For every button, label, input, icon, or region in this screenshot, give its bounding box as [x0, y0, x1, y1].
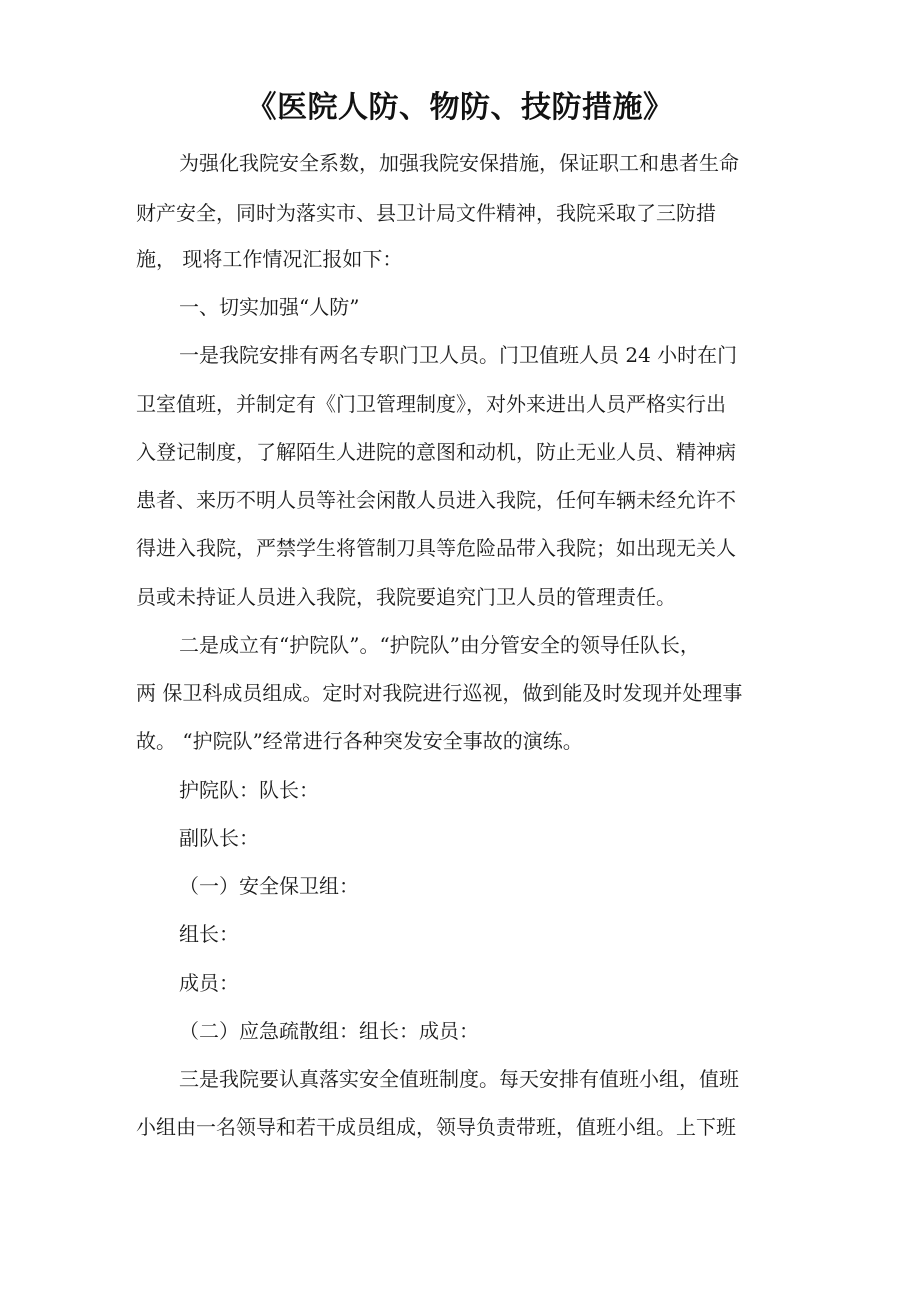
paragraph-line: 财产安全，同时为落实市、县卫计局文件精神，我院采取了三防措 [136, 201, 716, 225]
paragraph-line: 二是成立有“护院队”。“护院队”由分管安全的领导任队长， [179, 633, 700, 657]
list-item: （一）安全保卫组： [179, 874, 359, 898]
paragraph-line: 三是我院要认真落实安全值班制度。每天安排有值班小组，值班 [179, 1067, 739, 1091]
paragraph-line: 故。 “护院队”经常进行各种突发安全事故的演练。 [136, 729, 583, 753]
list-item: （二）应急疏散组：组长：成员： [179, 1019, 479, 1043]
paragraph-line: 两 保卫科成员组成。定时对我院进行巡视，做到能及时发现并处理事 [136, 681, 743, 705]
list-item: 副队长： [179, 826, 259, 850]
paragraph-line: 入登记制度，了解陌生人进院的意图和动机，防止无业人员、精神病 [136, 440, 736, 464]
paragraph-line: 患者、来历不明人员等社会闲散人员进入我院，任何车辆未经允许不 [136, 488, 736, 512]
section-heading: 一、切实加强“人防” [179, 295, 360, 319]
paragraph-line: 一是我院安排有两名专职门卫人员。门卫值班人员 24 小时在门 [179, 343, 738, 367]
paragraph-line: 卫室值班，并制定有《门卫管理制度》，对外来进出人员严格实行出 [136, 392, 726, 416]
paragraph-line: 施， 现将工作情况汇报如下： [136, 247, 403, 271]
list-item: 组长： [179, 922, 239, 946]
paragraph-line: 为强化我院安全系数，加强我院安保措施，保证职工和患者生命 [179, 151, 739, 175]
list-item: 成员： [179, 971, 239, 995]
document-title: 《医院人防、物防、技防措施》 [246, 90, 674, 125]
paragraph-line: 员或未持证人员进入我院，我院要追究门卫人员的管理责任。 [136, 585, 676, 609]
list-item: 护院队：队长： [179, 778, 319, 802]
paragraph-line: 得进入我院，严禁学生将管制刀具等危险品带入我院；如出现无关人 [136, 536, 736, 560]
paragraph-line: 小组由一名领导和若干成员组成，领导负责带班，值班小组。上下班 [136, 1115, 736, 1139]
